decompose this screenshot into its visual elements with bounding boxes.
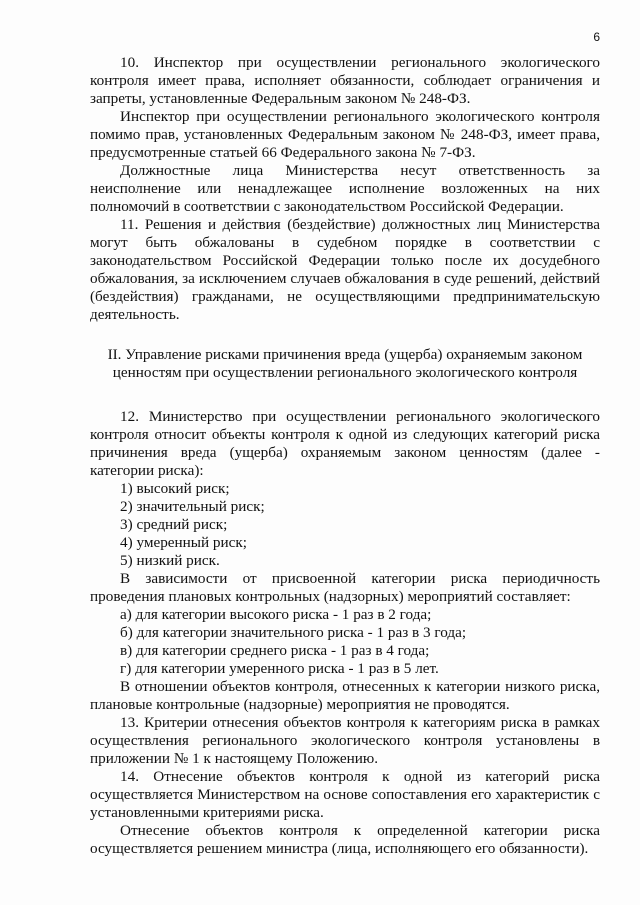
paragraph-risk-assignment: Отнесение объектов контроля к определенной категории риска осуществляется решением министра (лица, исполняющего его обязанности). [90, 822, 600, 857]
periodicity-item: г) для категории умеренного риска - 1 раз в 5 лет. [120, 660, 439, 677]
document-body [90, 54, 600, 858]
paragraph-periodicity-intro: В зависимости от присвоенной категории риска периодичность проведения плановых контрольных (надзорных) мероприятий составляет: [90, 570, 600, 605]
section-heading: II. Управление рисками причинения вреда (ущерба) охраняемым законом ценностям при осуществлении регионального экологического контроля [107, 346, 583, 381]
paragraph-inspector-rights: Инспектор при осуществлении регионального экологического контроля помимо прав, установленных Федеральным законом № 248-ФЗ, имеет права, предусмотренные статьей 66 Федерального закона № 7-ФЗ. [90, 108, 600, 161]
risk-category-item: 2) значительный риск; [120, 498, 265, 515]
periodicity-item: б) для категории значительного риска - 1 раз в 3 года; [120, 624, 467, 641]
periodicity-item: в) для категории среднего риска - 1 раз в 4 года; [120, 642, 430, 659]
paragraph-low-risk: В отношении объектов контроля, отнесенных к категории низкого риска, плановые контрольные (надзорные) мероприятия не проводятся. [90, 678, 600, 713]
risk-category-item: 3) средний риск; [120, 516, 228, 533]
paragraph-responsibility: Должностные лица Министерства несут ответственность за неисполнение или ненадлежащее исполнение возложенных на них полномочий в соответствии с законодательством Российской Федерации. [90, 162, 600, 215]
risk-category-item: 4) умеренный риск; [120, 534, 247, 551]
page-number: 6 [593, 30, 600, 44]
risk-category-item: 5) низкий риск. [120, 552, 220, 569]
paragraph-14: 14. Отнесение объектов контроля к одной из категорий риска осуществляется Министерством на основе сопоставления его характеристик с установленными критериями риска. [90, 768, 600, 821]
periodicity-item: а) для категории высокого риска - 1 раз в 2 года; [120, 606, 432, 623]
paragraph-12: 12. Министерство при осуществлении регионального экологического контроля относит объекты контроля к одной из следующих категорий риска причинения вреда (ущерба) охраняемым законом ценностям (далее - категории риска): [90, 408, 600, 479]
paragraph-11: 11. Решения и действия (бездействие) должностных лиц Министерства могут быть обжалованы в судебном порядке в соответствии с законодательством Российской Федерации только после их досудебного обжалования, за исключением случаев обжалования в суде решений, действий (бездействия) гражданами, не осуществляющими предпринимательскую деятельность. [90, 216, 600, 323]
risk-category-item: 1) высокий риск; [120, 480, 230, 497]
paragraph-10: 10. Инспектор при осуществлении регионального экологического контроля имеет права, исполняет обязанности, соблюдает ограничения и запреты, установленные Федеральным законом № 248-ФЗ. [90, 54, 600, 107]
paragraph-13: 13. Критерии отнесения объектов контроля к категориям риска в рамках осуществления регионального экологического контроля установлены в приложении № 1 к настоящему Положению. [90, 714, 600, 767]
